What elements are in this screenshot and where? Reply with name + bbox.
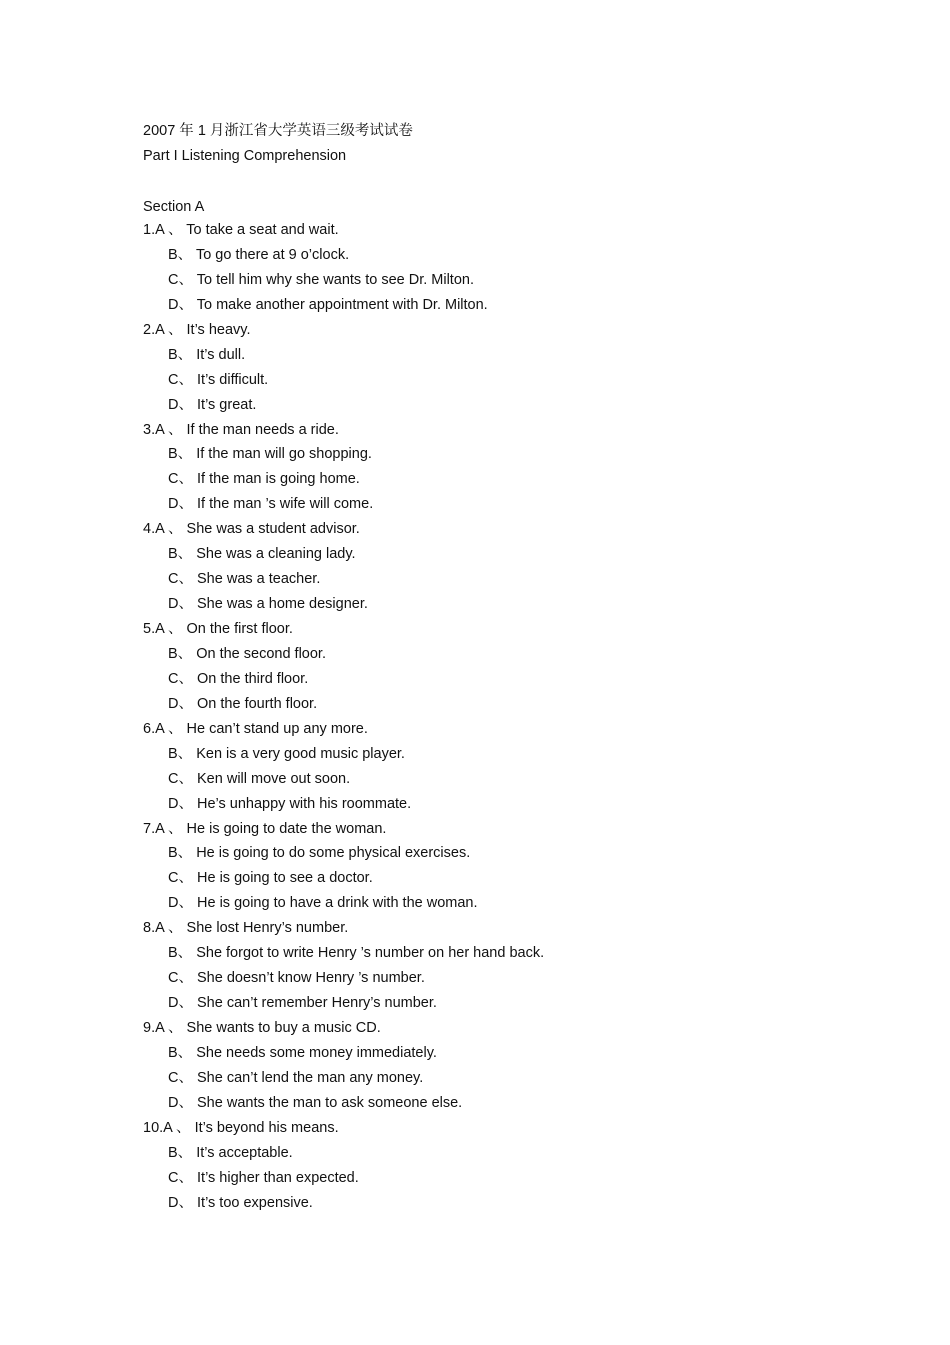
option-text: She was a cleaning lady. xyxy=(196,546,356,563)
option-marker: B、 xyxy=(168,546,193,563)
option-marker: 4.A 、 xyxy=(143,521,183,538)
option-text: She wants the man to ask someone else. xyxy=(197,1094,463,1111)
option-marker: 6.A 、 xyxy=(143,720,183,737)
option-d xyxy=(143,1193,843,1218)
option-b xyxy=(143,544,843,569)
option-marker: B、 xyxy=(168,645,193,662)
option-d xyxy=(143,295,843,320)
option-c xyxy=(143,1168,843,1193)
option-marker: C、 xyxy=(168,670,193,687)
option-text: She wants to buy a music CD. xyxy=(186,1020,381,1036)
question-10 xyxy=(143,1118,843,1218)
option-c xyxy=(143,569,843,594)
option-text: She can’t remember Henry’s number. xyxy=(197,995,437,1012)
option-text: She needs some money immediately. xyxy=(196,1044,437,1061)
option-a xyxy=(143,220,843,245)
option-marker: C、 xyxy=(168,271,193,288)
option-text: If the man ’s wife will come. xyxy=(197,496,374,513)
option-c xyxy=(143,370,843,395)
option-text: It’s higher than expected. xyxy=(197,1169,359,1186)
option-text: He is going to date the woman. xyxy=(186,820,387,837)
option-marker: B、 xyxy=(168,346,193,363)
option-d xyxy=(143,794,843,819)
option-marker: 7.A 、 xyxy=(143,820,183,837)
option-text: To go there at 9 o’clock. xyxy=(195,246,350,263)
option-c xyxy=(143,669,843,694)
option-marker: 10.A 、 xyxy=(143,1119,191,1136)
option-a xyxy=(143,320,843,345)
option-marker: D、 xyxy=(168,596,193,613)
option-marker: C、 xyxy=(168,1169,193,1186)
option-text: If the man is going home. xyxy=(197,471,360,488)
option-a xyxy=(143,918,843,943)
option-marker: B、 xyxy=(168,446,193,463)
question-8 xyxy=(143,918,843,1018)
question-5 xyxy=(143,619,843,719)
option-text: He’s unhappy with his roommate. xyxy=(197,795,412,812)
option-text: On the second floor. xyxy=(196,645,326,662)
option-a xyxy=(143,519,843,544)
option-marker: D、 xyxy=(168,296,193,313)
option-d xyxy=(143,993,843,1018)
option-marker: B、 xyxy=(168,1044,193,1061)
option-marker: C、 xyxy=(168,970,193,987)
option-marker: D、 xyxy=(168,695,193,712)
option-marker: 3.A 、 xyxy=(143,421,183,438)
option-b xyxy=(143,1043,843,1068)
option-text: She forgot to write Henry ’s number on her hand back. xyxy=(196,945,545,962)
option-a xyxy=(143,819,843,844)
option-marker: C、 xyxy=(168,770,193,787)
option-text: Ken will move out soon. xyxy=(197,770,351,787)
option-d xyxy=(143,494,843,519)
option-c xyxy=(143,769,843,794)
option-c xyxy=(143,270,843,295)
option-text: If the man will go shopping. xyxy=(196,446,372,463)
option-text: It’s great. xyxy=(197,396,257,413)
option-marker: D、 xyxy=(168,995,193,1012)
option-marker: 8.A 、 xyxy=(143,920,183,937)
option-marker: B、 xyxy=(168,745,193,762)
option-text: To take a seat and wait. xyxy=(186,222,339,238)
option-text: He can’t stand up any more. xyxy=(186,720,368,737)
option-text: It’s dull. xyxy=(196,346,246,363)
option-d xyxy=(143,694,843,719)
option-a xyxy=(143,420,843,445)
question-4 xyxy=(143,519,843,619)
option-text: It’s difficult. xyxy=(197,371,269,388)
option-b xyxy=(143,744,843,769)
option-b xyxy=(143,444,843,469)
option-text: She was a student advisor. xyxy=(186,521,360,538)
option-text: It’s beyond his means. xyxy=(194,1119,339,1136)
option-text: On the first floor. xyxy=(186,621,293,637)
question-1 xyxy=(143,220,843,320)
option-marker: 5.A 、 xyxy=(143,621,183,637)
option-a xyxy=(143,1018,843,1043)
option-b xyxy=(143,245,843,270)
option-text: If the man needs a ride. xyxy=(186,421,339,438)
option-marker: B、 xyxy=(168,845,193,862)
option-marker: D、 xyxy=(168,795,193,812)
option-text: She was a teacher. xyxy=(197,571,321,588)
option-d xyxy=(143,893,843,918)
option-text: She doesn’t know Henry ’s number. xyxy=(197,970,425,987)
option-text: She was a home designer. xyxy=(197,596,368,613)
option-marker: B、 xyxy=(168,945,193,962)
option-marker: C、 xyxy=(168,371,193,388)
question-2 xyxy=(143,320,843,420)
option-b xyxy=(143,644,843,669)
option-text: It’s too expensive. xyxy=(197,1194,313,1211)
option-text: He is going to have a drink with the woman. xyxy=(197,895,478,912)
option-c xyxy=(143,469,843,494)
option-d xyxy=(143,1093,843,1118)
option-c xyxy=(143,968,843,993)
option-c xyxy=(143,868,843,893)
question-list xyxy=(143,220,843,1218)
section-heading: Section A xyxy=(143,199,205,215)
part-heading: Part I Listening Comprehension xyxy=(143,148,347,164)
option-marker: 9.A 、 xyxy=(143,1020,183,1036)
option-a xyxy=(143,1118,843,1143)
option-marker: B、 xyxy=(168,1144,193,1161)
option-marker: C、 xyxy=(168,571,193,588)
document-title: 2007 年 1 月浙江省大学英语三级考试试卷 xyxy=(143,123,413,139)
option-text: To tell him why she wants to see Dr. Milton. xyxy=(196,271,474,288)
option-marker: C、 xyxy=(168,471,193,488)
option-c xyxy=(143,1068,843,1093)
option-text: Ken is a very good music player. xyxy=(196,745,405,762)
option-text: He is going to see a doctor. xyxy=(197,870,373,887)
option-b xyxy=(143,843,843,868)
option-text: To make another appointment with Dr. Milton. xyxy=(196,296,488,313)
option-d xyxy=(143,594,843,619)
option-a xyxy=(143,719,843,744)
question-6 xyxy=(143,719,843,819)
option-marker: C、 xyxy=(168,870,193,887)
option-text: She can’t lend the man any money. xyxy=(197,1069,424,1086)
option-text: She lost Henry’s number. xyxy=(186,920,349,937)
option-b xyxy=(143,345,843,370)
option-text: He is going to do some physical exercises. xyxy=(196,845,471,862)
option-marker: D、 xyxy=(168,396,193,413)
option-text: On the third floor. xyxy=(197,670,309,687)
option-text: It’s acceptable. xyxy=(196,1144,293,1161)
option-a xyxy=(143,619,843,644)
option-marker: D、 xyxy=(168,1094,193,1111)
option-text: On the fourth floor. xyxy=(197,695,318,712)
option-marker: 1.A 、 xyxy=(143,222,183,238)
option-marker: B、 xyxy=(168,246,193,263)
option-marker: D、 xyxy=(168,496,193,513)
option-d xyxy=(143,395,843,420)
question-7 xyxy=(143,819,843,919)
question-3 xyxy=(143,420,843,520)
option-b xyxy=(143,943,843,968)
option-marker: D、 xyxy=(168,1194,193,1211)
option-marker: 2.A 、 xyxy=(143,321,183,338)
option-b xyxy=(143,1143,843,1168)
option-marker: D、 xyxy=(168,895,193,912)
option-marker: C、 xyxy=(168,1069,193,1086)
question-9 xyxy=(143,1018,843,1118)
option-text: It’s heavy. xyxy=(186,321,251,338)
